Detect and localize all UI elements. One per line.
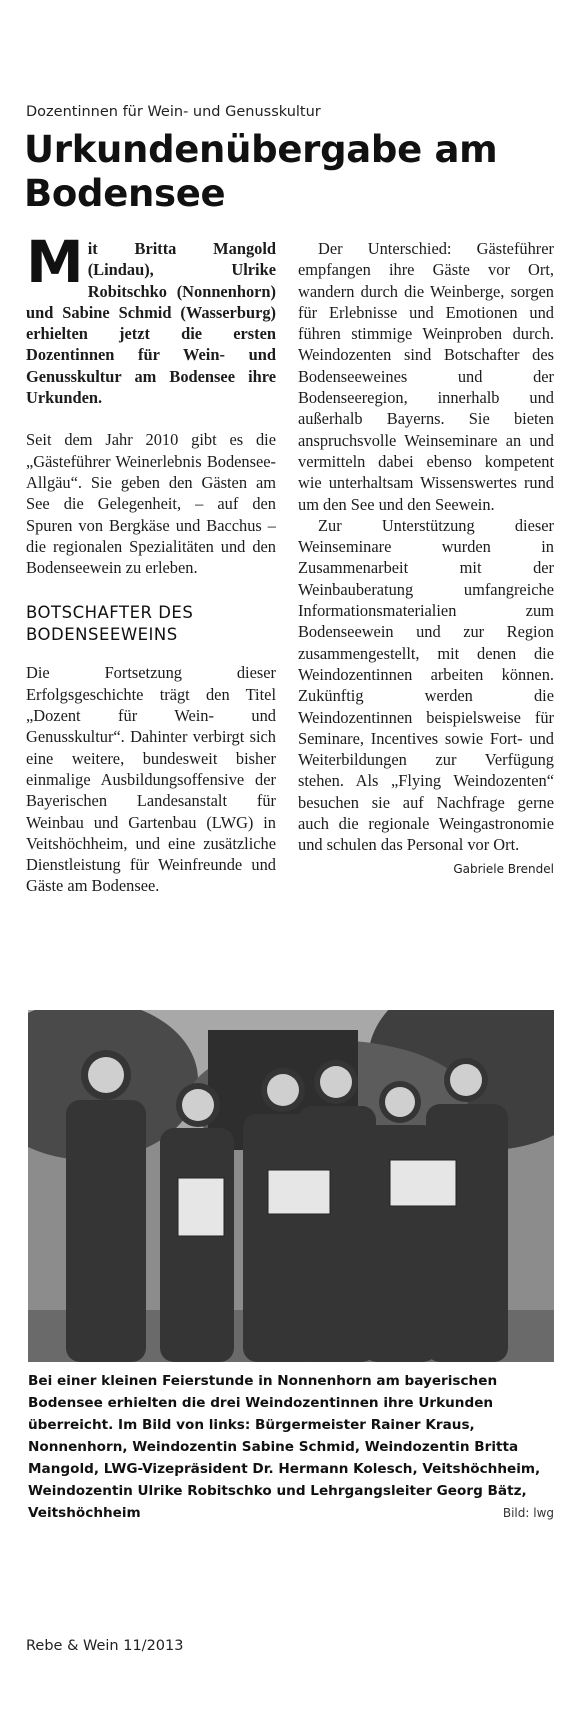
text-column-left (26, 228, 276, 897)
text-column-right (298, 238, 554, 880)
body-paragraph-4-text: Zur Unterstützung dieser Weinseminare wurden in Zusammenarbeit mit der Weinbauberatung umfangreiche Informationsmaterialien zum Bodenseewein und zur Region zusammengestellt, mit denen die Weindozentinnen arbeiten können. Zukünftig werden die Weindozentinnen beispielsweise für Seminare, Incentives sowie Fort- und Weiterbildungen zur Verfügung stehen. Als „Flying Weindozenten“ besuchen sie auf Nachfrage gerne auch die regionale Weingastronomie und schulen das Personal vor Ort. (298, 515, 554, 855)
article-kicker: Dozentinnen für Wein- und Genusskultur (26, 104, 321, 120)
section-subheading (26, 602, 276, 646)
subheading-line-2: BODENSEEWEINS (26, 625, 178, 645)
body-paragraph-1: Seit dem Jahr 2010 gibt es die „Gästeführer Weinerlebnis Bodensee-Allgäu“. Sie geben den Gästen am See die Gelegenheit, – auf den Spuren von Bergkäse und Bacchus – die regionalen Spezialitäten und den Bodenseewein zu erleben. (26, 430, 276, 578)
drop-cap: M (26, 228, 84, 296)
article-headline: Urkundenübergabe am Bodensee (24, 128, 498, 215)
group-photo-illustration (28, 1010, 554, 1362)
body-paragraph-3: Der Unterschied: Gästeführer empfangen ihre Gäste vor Ort, wandern durch die Weinberge, sorgen für Erlebnisse und Emotionen und führen stimmige Weinproben durch. Weindozenten sind Botschafter des Bodenseeweines und der Bodenseeregion, innerhalb und außerhalb Bayerns. Sie bieten anspruchsvolle Weinseminare an und vermitteln dabei ebenso kompetent wie unterhaltsam Wissenswertes rund um den See und den Seewein. (298, 239, 554, 514)
photo-credit: Bild: lwg (502, 1506, 554, 1520)
subheading-line-1: BOTSCHAFTER DES (26, 603, 194, 623)
body-paragraph-2: Die Fortsetzung dieser Erfolgsgeschichte trägt den Titel „Dozent für Wein- und Genusskultur“. Dahinter verbirgt sich eine weitere, bundesweit bisher einmalige Ausbildungsoffensive der Bayerischen Landesanstalt für Weinbau und Gartenbau (LWG) in Veitshöchheim, und eine zusätzliche Dienstleistung für Weinfreunde und Gäste am Bodensee. (26, 663, 276, 896)
author-signature: Gabriele Brendel (453, 861, 554, 876)
lead-paragraph (26, 228, 276, 408)
photo-caption (28, 1370, 554, 1524)
caption-text: Bei einer kleinen Feierstunde in Nonnenhorn am bayerischen Bodensee erhielten die drei Weindozentinnen ihre Urkunden überreicht. Im Bild von links: Bürgermeister Rainer Kraus, Nonnenhorn, Weindozentin Sabine Schmid, Weindozentin Britta Mangold, LWG-Vizepräsident Dr. Hermann Kolesch, Veitshöchheim, Weindozentin Ulrike Robitschko und Lehrgangsleiter Georg Bätz, Veitshöchheim (28, 1373, 541, 1521)
lead-text: it Britta Mangold (Lindau), Ulrike Robitschko (Nonnenhorn) und Sabine Schmid (Wasserburg) erhielten jetzt die ersten Dozentinnen für Wein- und Genusskultur am Bodensee ihre Urkunden. (26, 239, 276, 408)
group-photo (28, 1010, 554, 1362)
publication-footer: Rebe & Wein 11/2013 (26, 1638, 184, 1654)
body-paragraph-4 (298, 515, 554, 876)
